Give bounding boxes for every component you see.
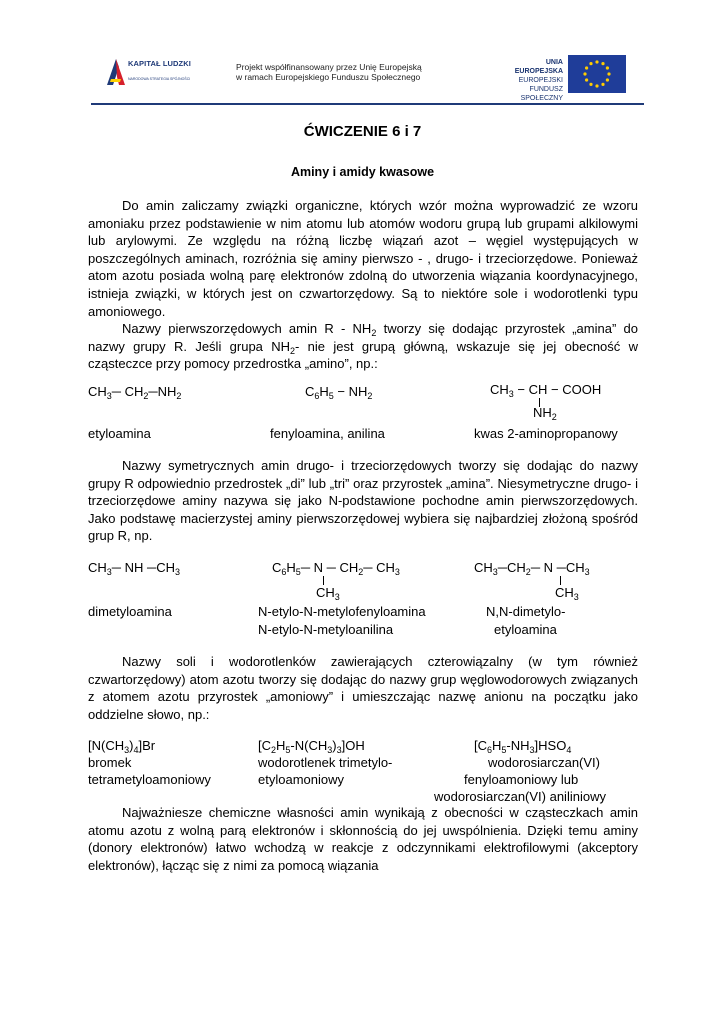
header-divider (91, 103, 644, 105)
formula-trimethylethylammonium-hydroxide: $[C_2H_5-N(CH_3)_3]OH$ (258, 738, 365, 755)
formula-aniline: $C_6H_5 - NH_2$ (305, 384, 373, 401)
name-tetramethylammonium: tetrametyloamoniowy (88, 772, 211, 787)
intro-paragraphs (88, 197, 638, 373)
paragraph-2-part3: - nie jest grupą główną, wskazuje się jej obecność w cząsteczce przy pomocy przedrostka „amino”, np.: (88, 338, 638, 372)
kapital-ludzki-title: KAPITAŁ LUDZKI (128, 59, 191, 68)
bond-vertical (560, 576, 561, 585)
name-ethylmethylaniline: N-etylo-N-metyloanilina (258, 622, 394, 637)
name-ethylammonium: etyloamoniowy (258, 772, 344, 787)
eu-flag (568, 55, 626, 93)
formula-dimethylamine: $CH_3─$ NH $─CH_3$ (88, 560, 181, 577)
project-caption-line2: w ramach Europejskiego Funduszu Społecznego (236, 72, 421, 82)
paragraph-5-block (88, 804, 638, 874)
kapital-ludzki-logo (103, 55, 129, 89)
formula-tetramethylammonium-bromide: $[N(CH_3)_4]Br$ (88, 738, 156, 755)
paragraph-1: Do amin zaliczamy związki organiczne, których wzór można wyprowadzić ze wzoru amoniaku przez podstawienie w nim atomu lub atomów wodoru grupą lub grupami alkilowymi lub arylowymi. Ze względu na różną liczbę wiązań azot – węgiel występujących w poszczególnych aminach, rozróżnia się aminy pierwszo - , drugo- i trzeciorzędowe. Ponieważ atom azotu posiada wolną parę elektronów zdolną do utworzenia wiązania koordynacyjnego, istnieja związki, w których jest on czwartorzędowy. Są to niektóre sole i wodorotlenki typu amoniowego. (88, 198, 638, 319)
paragraph-2-sub2: 2 (290, 345, 296, 356)
name-dimethylethylamine-2: etyloamina (494, 622, 557, 637)
project-caption-line1: Projekt współfinansowany przez Unię Europejską (236, 62, 422, 72)
paragraph-3-block (88, 457, 638, 545)
paragraph-2-part2: tworzy się dodając przyrostek „amina” do nazwy grupy R. Jeśli grupa NH (88, 321, 638, 354)
formula-ethylamine: $CH_3─$ $CH_2─NH_2$ (88, 384, 182, 401)
name-aniline: fenyloamina, anilina (270, 426, 385, 441)
formula-methyl-branch: $CH_3$ (316, 585, 340, 602)
name-hydrogensulfate: wodorosiarczan(VI) (488, 755, 600, 770)
name-aminopropanoic-acid: kwas 2-aminopropanowy (474, 426, 618, 441)
bond-vertical (323, 576, 324, 585)
project-caption (236, 62, 422, 82)
paragraph-3: Nazwy symetrycznych amin drugo- i trzeciorzędowych tworzy się dodając do nazwy grupy R odpowiednio przedrostek „di” lub „tri” oraz przyrostek „amina”. Niesymetryczne drugo- i trzeciorzędowe aminy nazywa się jako N-podstawione pochodne amin pierwszorzędowych. Jako podstawę macierzystej aminy pierwszorzędowej wybiera się najbardziej złożoną spośród grup R, np. (88, 458, 638, 544)
name-anilinium-hydrogensulfate: wodorosiarczan(VI) aniliniowy (434, 789, 606, 804)
paragraph-5: Najważniesze chemiczne własności amin wynikają z obecności w cząsteczkach amin atomu azotu z wolną parą elektronów i skłonnością do jej uwspólnienia. Dzięki temu aminy (donory elektronów) łatwo wchodzą w reakcje z odczynnikami elektrofilowymi (akceptory elektronów), łącząc się z nimi za pomocą wiązania (88, 805, 638, 873)
paragraph-2-part1: Nazwy pierwszorzędowych amin R - NH (122, 321, 372, 337)
eu-label-line2: EUROPEJSKI (518, 77, 563, 84)
name-ethylmethylphenylamine: N-etylo-N-metylofenyloamina (258, 604, 426, 619)
formula-dimethylethylamine: $CH_3─CH_2─$ N $─CH_3$ (474, 560, 590, 577)
eu-label-line3: FUNDUSZ SPOŁECZNY (520, 86, 563, 102)
section-subtitle: Aminy i amidy kwasowe (290, 165, 435, 179)
formula-phenylammonium-hydrogensulfate: $[C_6H_5-NH_3]HSO_4$ (474, 738, 572, 755)
name-hydroxide-trimethyl: wodorotlenek trimetylo- (258, 755, 393, 770)
formula-aminopropanoic-acid: $CH_3$ − CH − COOH (490, 382, 602, 399)
paragraph-2-sub1: 2 (371, 328, 377, 339)
formula-ethylmethylaniline: $C_6H_5─$ N ─ $CH_2─$ $CH_3$ (272, 560, 400, 577)
kapital-ludzki-subtitle: NARODOWA STRATEGIA SPÓJNOŚCI (128, 77, 191, 81)
eu-label (497, 58, 563, 103)
paragraph-4-block (88, 653, 638, 723)
paragraph-4: Nazwy soli i wodorotlenków zawierających czterowiązalny (w tym również czwartorzędowy) atom azotu tworzy się dodając do nazwy grup węglowodorowych związanych z atomem azotu przyrostek „amoniowy” i umieszczając nazwę anionu na początku jako oddzielne słowo, np.: (88, 654, 638, 722)
eu-label-line1: UNIA EUROPEJSKA (514, 59, 563, 75)
page-title: ĆWICZENIE 6 i 7 (303, 123, 422, 140)
name-ethylamine: etyloamina (88, 426, 151, 441)
name-dimethylamine: dimetyloamina (88, 604, 172, 619)
name-phenylammonium-or: fenyloamoniowy lub (464, 772, 579, 787)
formula-methyl-branch: $CH_3$ (555, 585, 579, 602)
name-dimethylethylamine-1: N,N-dimetylo- (486, 604, 566, 619)
formula-amino-group: $NH_2$ (533, 405, 557, 422)
paragraph-2 (88, 320, 638, 373)
name-bromide: bromek (88, 755, 132, 770)
